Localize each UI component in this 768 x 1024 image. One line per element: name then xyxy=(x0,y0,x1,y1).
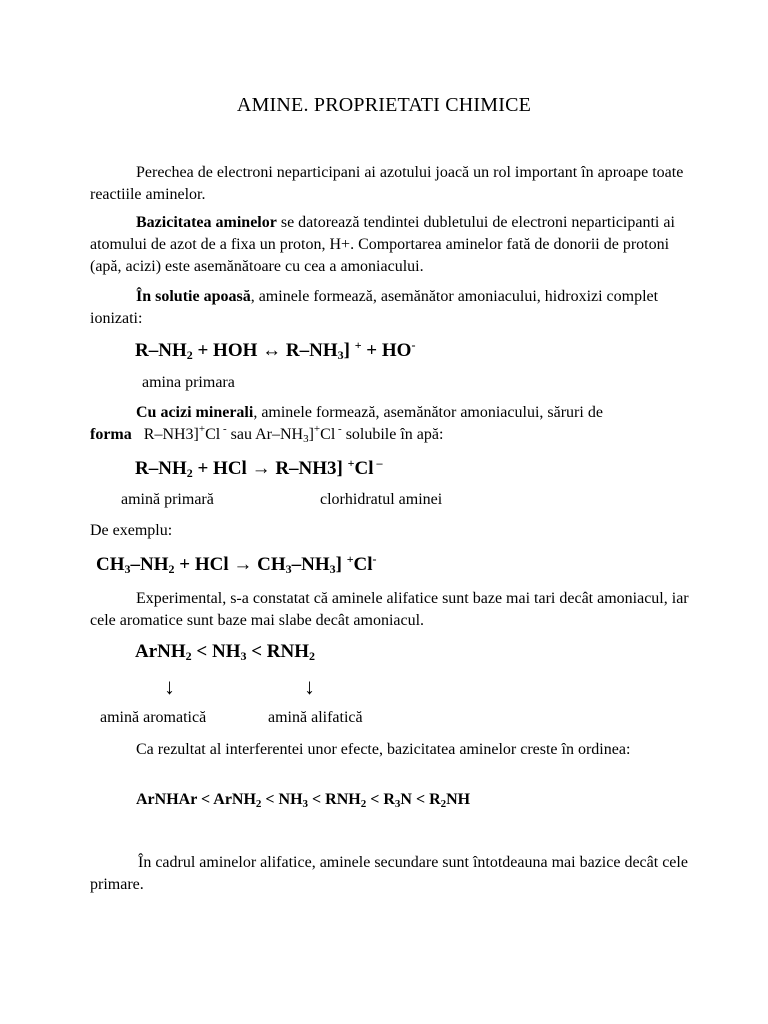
paragraph-text: , aminele formează, asemănător amoniacului, hidroxizi complet ionizati: xyxy=(90,288,659,327)
page-title: AMINE. PROPRIETATI CHIMICE xyxy=(236,94,532,116)
paragraph-intro: Perechea de electroni neparticipani ai azotului joacă un rol important în aproape toate reactiile aminelor. xyxy=(90,164,684,203)
equation-basicity-order-full: ArNHAr < ArNH$_2$ < $NH_3 < RNH_2 < R_3N < R_2NH$ xyxy=(136,791,471,810)
paragraph-acizi-line1: Cu acizi minerali, aminele formează, asemănător amoniacului, săruri de xyxy=(136,404,603,421)
label-de-exemplu: De exemplu: xyxy=(90,522,173,539)
bold-term-bazicitate: Bazicitatea aminelor xyxy=(136,214,277,231)
equation-amine-water: $R-NH_2$ + HOH ↔ $R-NH_3$] + + HO- xyxy=(135,338,416,362)
equation-basicity-order-short: ArNH$_2$ < $NH_3 < RNH_2$ xyxy=(135,641,316,663)
paragraph-acizi-line2: forma R–NH3]+Cl - sau $Ar-NH_3]^+Cl$ - solubile în apă: xyxy=(90,423,444,445)
paragraph-text: se datorează tendintei dubletului de electroni neparticipanti ai atomului de azot de a fixa un proton, H+. Comportarea aminelor fată de donorii de protoni (apă, acizi) este asemănătoare cu cea a amoniacului. xyxy=(90,214,675,275)
label-amina-primara: amina primara xyxy=(142,374,235,391)
label-amina-primara-2: amină primară xyxy=(121,491,214,508)
paragraph-bazicitate xyxy=(90,212,690,278)
bold-term-solutie: În solutie apoasă xyxy=(136,288,251,305)
paragraph-alifatice: În cadrul aminelor alifatice, aminele secundare sunt întotdeauna mai bazice decât cele primare. xyxy=(90,854,688,893)
down-arrow-icon: ↓ xyxy=(304,674,315,699)
label-amina-aromatica: amină aromatică xyxy=(100,709,207,726)
paragraph-experimental: Experimental, s-a constatat că aminele alifatice sunt baze mai tari decât amoniacul, iar cele aromatice sunt baze mai slabe decât amoniacul. xyxy=(90,590,689,629)
label-clorhidratul-aminei: clorhidratul aminei xyxy=(320,491,443,508)
equation-amine-hcl: $R-NH_2$ + HCl → R–NH3] +Cl – xyxy=(135,456,383,480)
label-amina-alifatica: amină alifatică xyxy=(268,709,363,726)
down-arrow-icon: ↓ xyxy=(164,674,175,699)
paragraph-solutie-apoasa xyxy=(90,286,690,330)
equation-methylamine-hcl: $CH_3-NH_2$ + HCl → $CH_3-NH_3$] +Cl- xyxy=(96,552,377,576)
paragraph-interferente: Ca rezultat al interferentei unor efecte, bazicitatea aminelor creste în ordinea: xyxy=(136,741,631,758)
